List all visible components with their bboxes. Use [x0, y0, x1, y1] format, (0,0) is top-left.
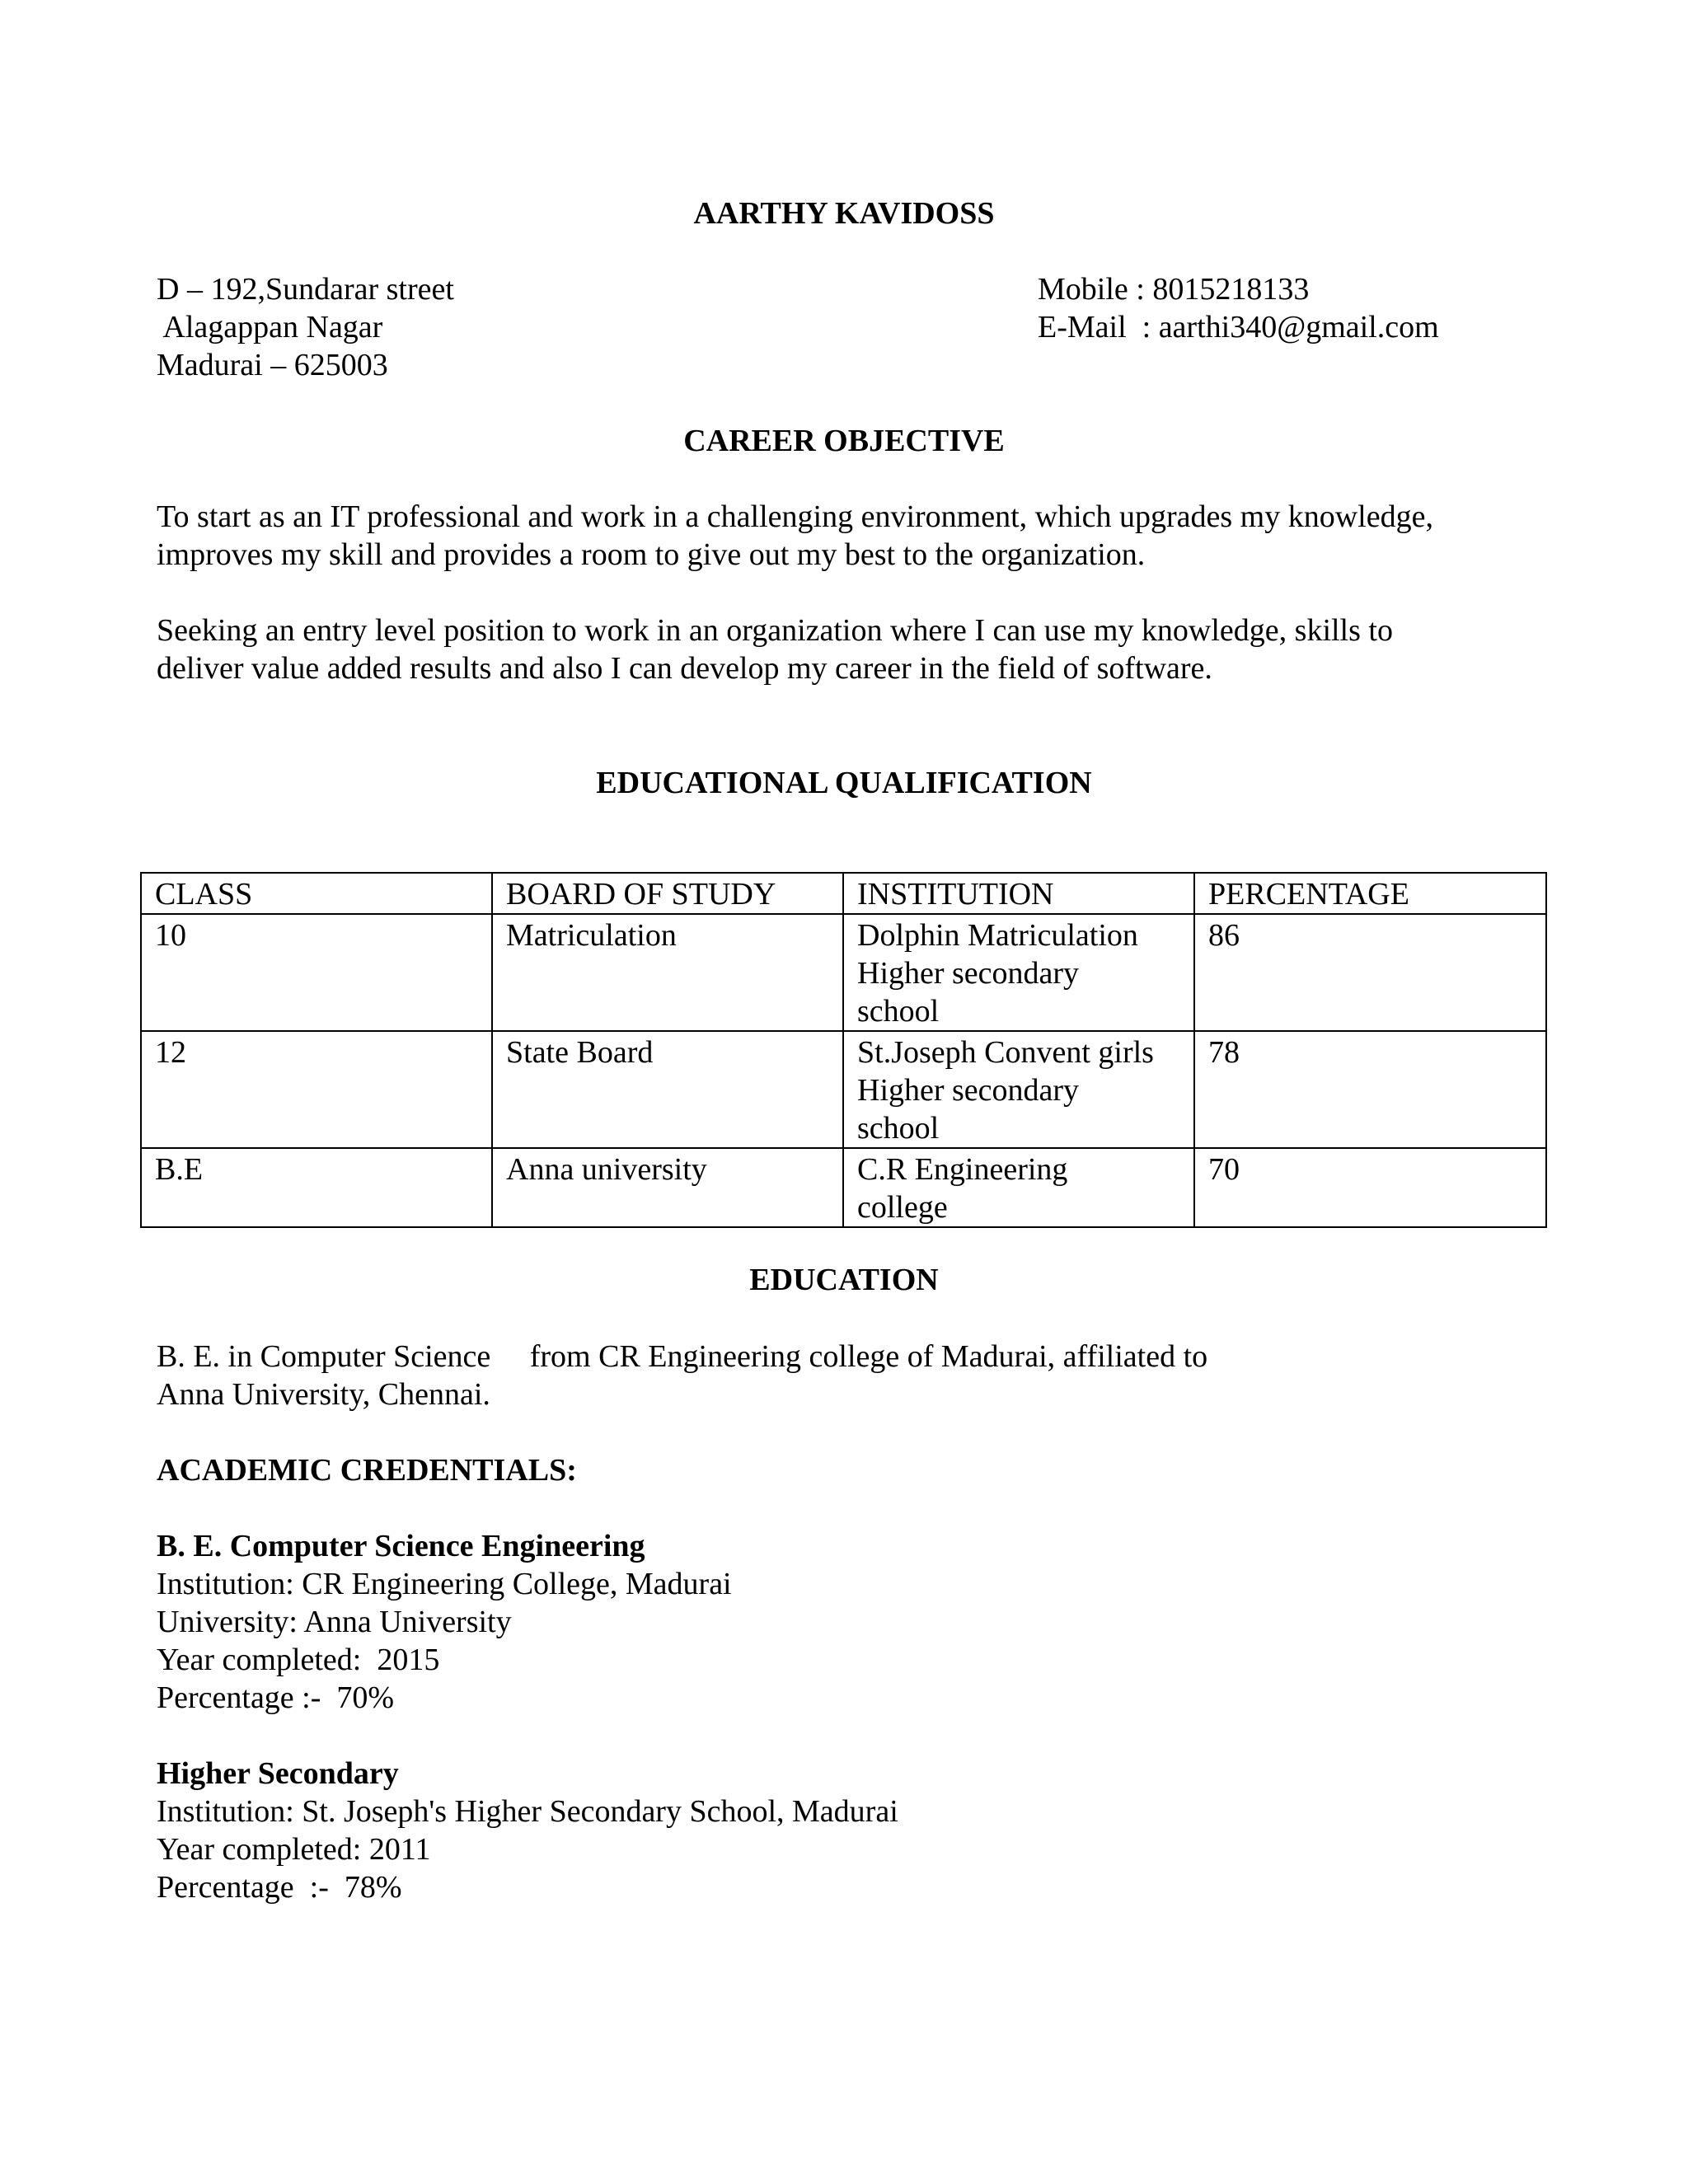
hs-title: Higher Secondary [157, 1756, 399, 1791]
cell-percentage: 78 [1194, 1031, 1546, 1148]
be-percentage: Percentage :- 70% [157, 1680, 395, 1715]
be-year-completed: Year completed: 2015 [157, 1643, 440, 1677]
hs-percentage: Percentage :- 78% [157, 1870, 402, 1905]
objective-paragraph-1-line-1: To start as an IT professional and work in a challenging environment, which upgrades my knowledge, [157, 499, 1433, 534]
be-title: B. E. Computer Science Engineering [157, 1529, 645, 1563]
be-institution: Institution: CR Engineering College, Madurai [157, 1567, 732, 1601]
header-class: CLASS [141, 873, 492, 914]
cell-board: Matriculation [492, 914, 843, 1031]
candidate-name: AARTHY KAVIDOSS [693, 196, 995, 231]
mobile-number: Mobile : 8015218133 [1038, 272, 1310, 307]
address-line-2: Alagappan Nagar [157, 310, 383, 344]
objective-paragraph-1-line-2: improves my skill and provides a room to give out my best to the organization. [157, 537, 1146, 572]
table-header-row [141, 873, 1546, 914]
table-row [141, 1031, 1546, 1148]
career-objective-heading: CAREER OBJECTIVE [683, 424, 1005, 458]
cell-institution: Dolphin Matriculation Higher secondary school [843, 914, 1194, 1031]
header-board: BOARD OF STUDY [492, 873, 843, 914]
table-row [141, 914, 1546, 1031]
objective-paragraph-2-line-2: deliver value added results and also I can develop my career in the field of software. [157, 651, 1212, 686]
educational-qualification-heading: EDUCATIONAL QUALIFICATION [596, 766, 1092, 800]
cell-institution: C.R Engineering college [843, 1148, 1194, 1227]
table-row [141, 1148, 1546, 1227]
cell-board: State Board [492, 1031, 843, 1148]
cell-board: Anna university [492, 1148, 843, 1227]
address-line-1: D – 192,Sundarar street [157, 272, 454, 307]
qualification-table [140, 872, 1547, 1228]
email-address: E-Mail : aarthi340@gmail.com [1038, 310, 1439, 344]
address-line-3: Madurai – 625003 [157, 348, 388, 382]
header-percentage: PERCENTAGE [1194, 873, 1546, 914]
cell-percentage: 70 [1194, 1148, 1546, 1227]
education-heading: EDUCATION [749, 1263, 939, 1297]
cell-class: 12 [141, 1031, 492, 1148]
hs-year-completed: Year completed: 2011 [157, 1832, 431, 1867]
education-line-2: Anna University, Chennai. [157, 1377, 490, 1412]
cell-institution: St.Joseph Convent girls Higher secondary school [843, 1031, 1194, 1148]
header-institution: INSTITUTION [843, 873, 1194, 914]
cell-class: B.E [141, 1148, 492, 1227]
be-university: University: Anna University [157, 1605, 512, 1639]
objective-paragraph-2-line-1: Seeking an entry level position to work in an organization where I can use my knowledge, skills to [157, 613, 1393, 648]
cell-percentage: 86 [1194, 914, 1546, 1031]
academic-credentials-heading: ACADEMIC CREDENTIALS: [157, 1453, 577, 1488]
cell-class: 10 [141, 914, 492, 1031]
education-line-1: B. E. in Computer Science from CR Engineering college of Madurai, affiliated to [157, 1339, 1208, 1374]
hs-institution: Institution: St. Joseph's Higher Secondary School, Madurai [157, 1794, 898, 1829]
